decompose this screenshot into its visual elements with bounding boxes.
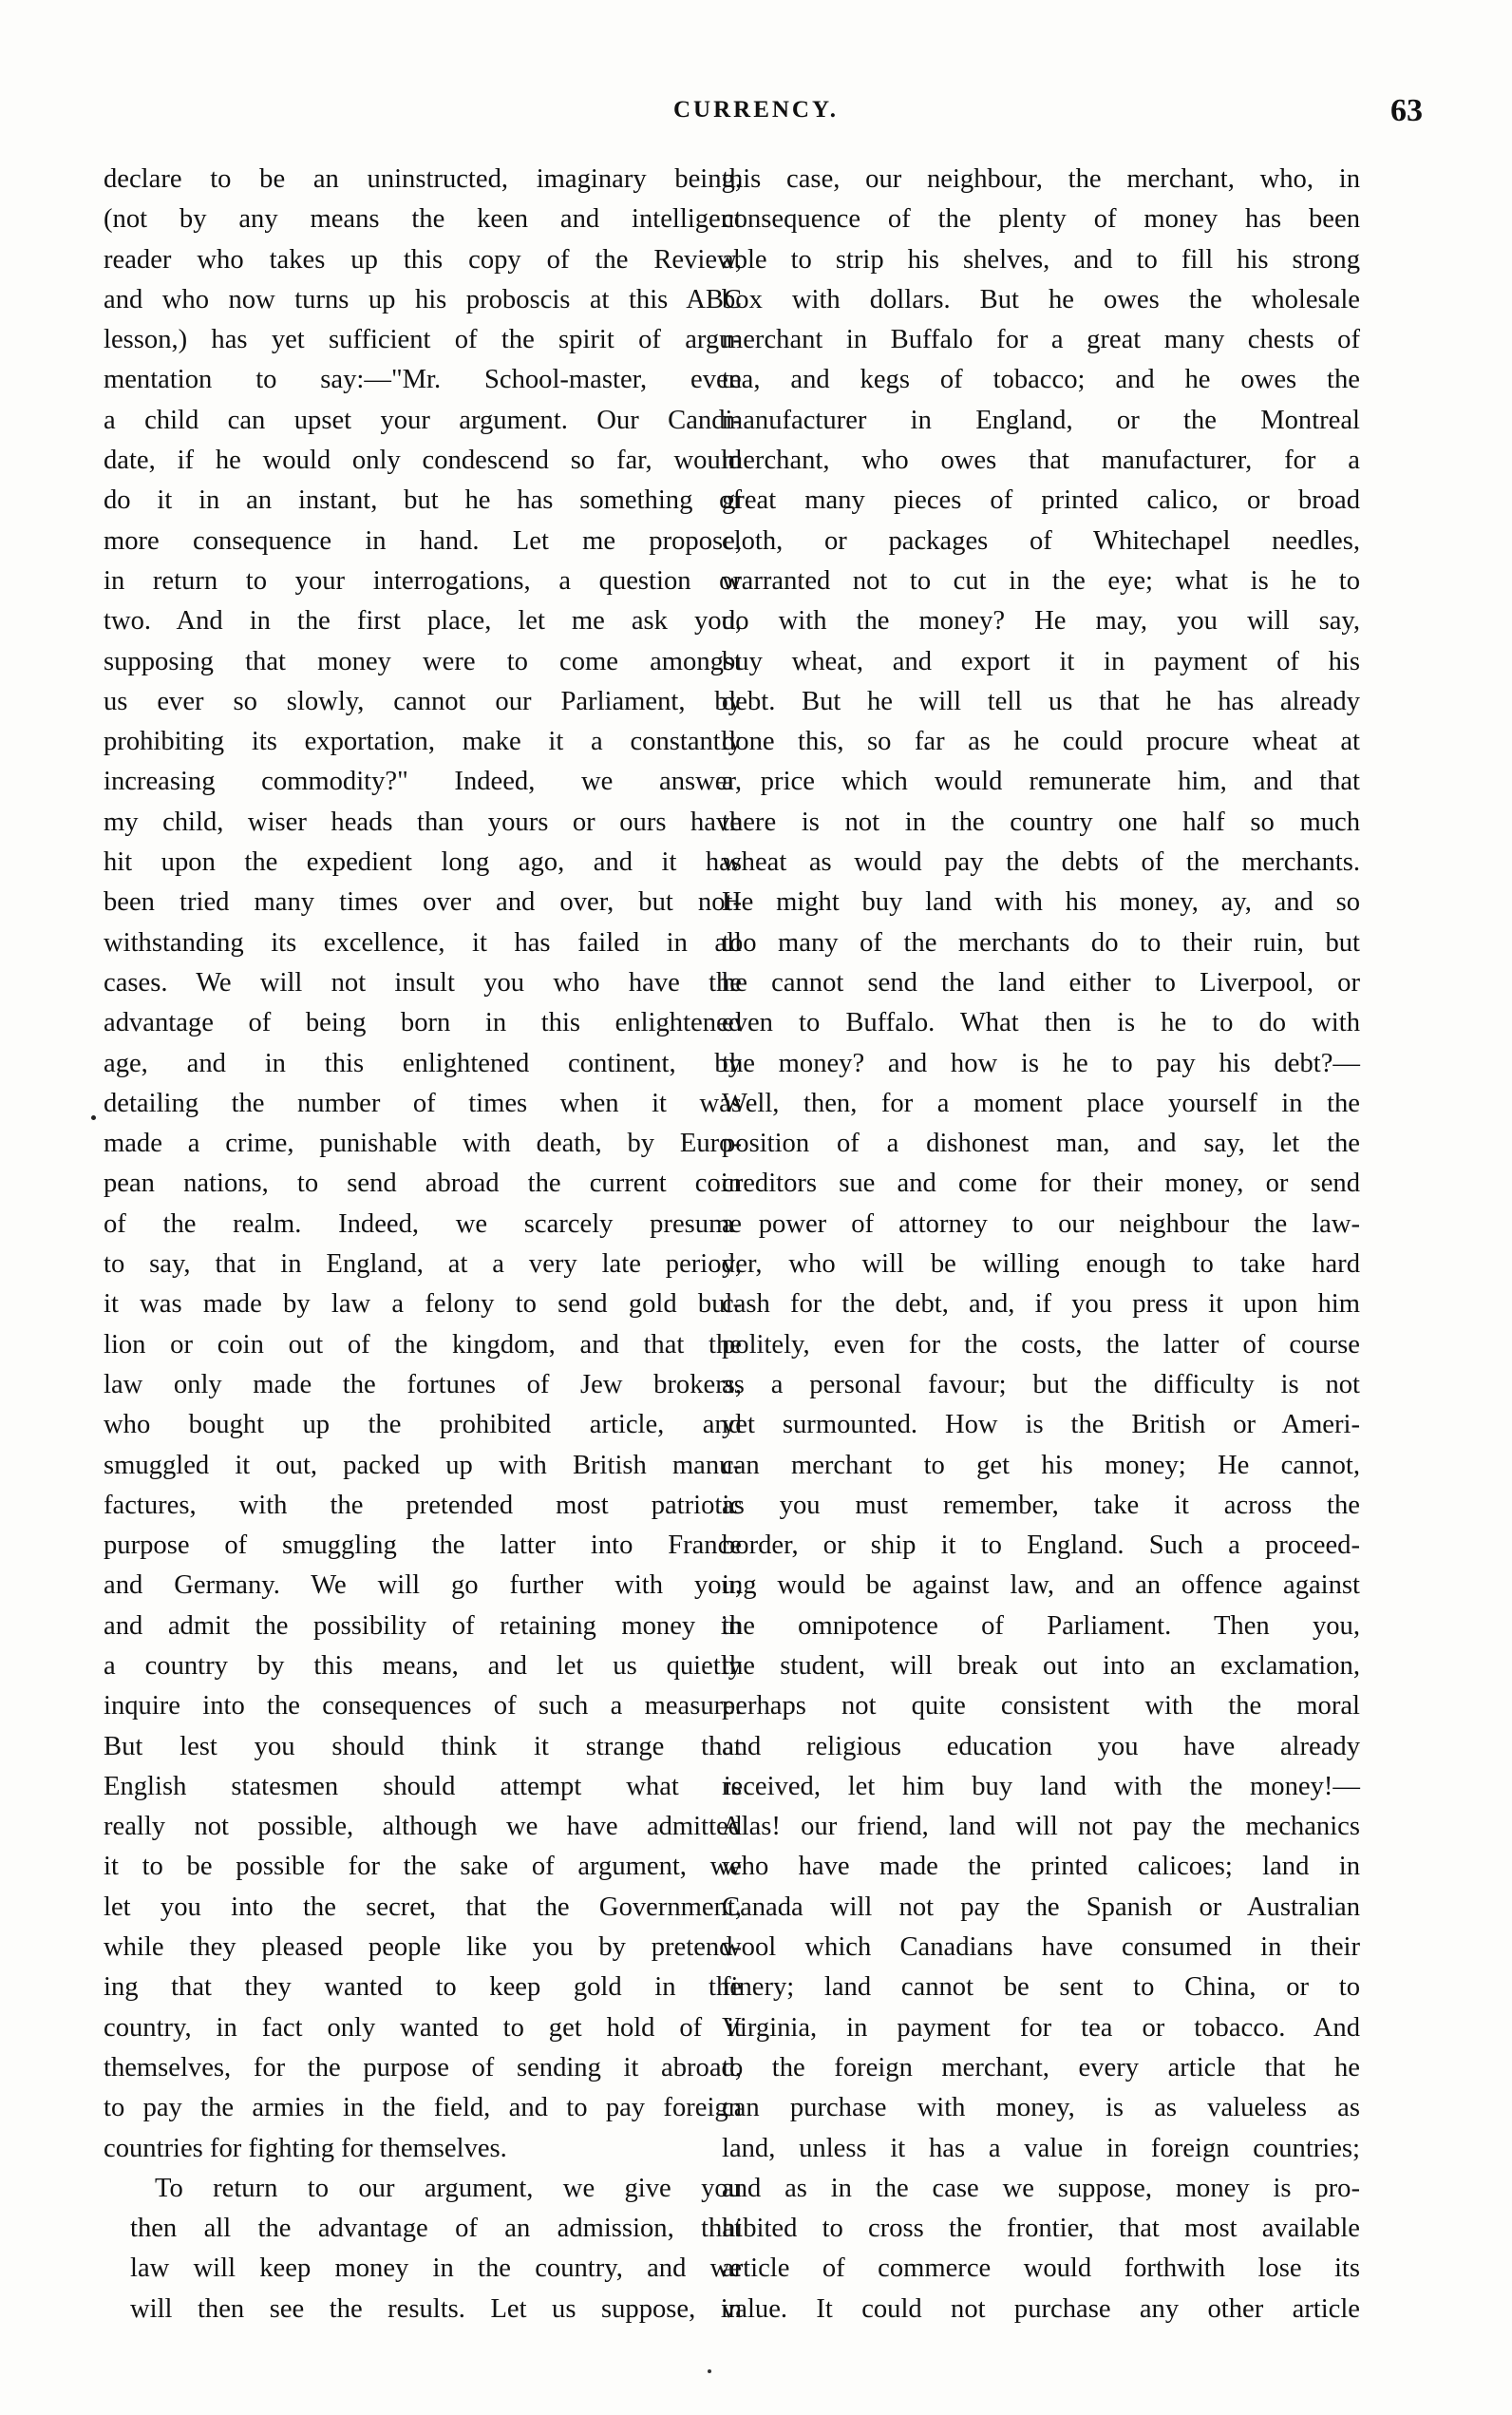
text-line: while they pleased people like you by pretend- xyxy=(104,1932,742,1963)
text-line: warranted not to cut in the eye; what is he to xyxy=(722,565,1360,596)
text-line: made a crime, punishable with death, by Euro- xyxy=(104,1129,742,1159)
text-line: a power of attorney to our neighbour the law- xyxy=(722,1208,1360,1239)
text-line: creditors sue and come for their money, or send xyxy=(722,1169,1360,1199)
text-line: Virginia, in payment for tea or tobacco. And xyxy=(722,2012,1360,2043)
running-title: CURRENCY. xyxy=(672,97,839,123)
text-line: withstanding its excellence, it has failed in all xyxy=(104,927,742,958)
text-line: box with dollars. But he owes the wholesale xyxy=(722,284,1360,314)
text-line: declare to be an uninstructed, imaginary being, xyxy=(104,164,742,194)
text-line: cases. We will not insult you who have the xyxy=(104,967,742,998)
text-line: hit upon the expedient long ago, and it has xyxy=(104,847,742,878)
text-line: too many of the merchants do to their ruin, but xyxy=(722,927,1360,958)
text-line: purpose of smuggling the latter into France xyxy=(104,1531,742,1561)
text-line: themselves, for the purpose of sending it abroad, xyxy=(104,2052,742,2082)
text-line: who bought up the prohibited article, and xyxy=(104,1410,742,1440)
text-line: tea, and kegs of tobacco; and he owes the xyxy=(722,365,1360,395)
text-line: border, or ship it to England. Such a proceed- xyxy=(722,1531,1360,1561)
text-line: law will keep money in the country, and we xyxy=(130,2253,742,2284)
text-line: To return to our argument, we give you xyxy=(155,2173,742,2203)
text-line: more consequence in hand. Let me propose, xyxy=(104,525,742,556)
text-line: can purchase with money, is as valueless as xyxy=(722,2093,1360,2123)
right-column xyxy=(722,160,1360,2329)
text-line: smuggled it out, packed up with British manu- xyxy=(104,1450,742,1480)
text-line: finery; land cannot be sent to China, or to xyxy=(722,1972,1360,2003)
text-line: mentation to say:—"Mr. School-master, even xyxy=(104,365,742,395)
text-line: increasing commodity?" Indeed, we answer, xyxy=(104,767,742,797)
text-line: cash for the debt, and, if you press it upon him xyxy=(722,1289,1360,1320)
text-line: it to be possible for the sake of argument, we xyxy=(104,1852,742,1882)
text-line: debt. But he will tell us that he has already xyxy=(722,686,1360,716)
text-line: he cannot send the land either to Liverpool, or xyxy=(722,967,1360,998)
text-line: as a personal favour; but the difficulty is not xyxy=(722,1369,1360,1399)
text-line: yet surmounted. How is the British or Ameri- xyxy=(722,1410,1360,1440)
text-line: lesson,) has yet sufficient of the spirit of argu- xyxy=(104,325,742,355)
text-line: value. It could not purchase any other article xyxy=(722,2293,1360,2324)
text-line: even to Buffalo. What then is he to do with xyxy=(722,1008,1360,1038)
text-line: wheat as would pay the debts of the merchants. xyxy=(722,847,1360,878)
text-line: and religious education you have already xyxy=(722,1731,1360,1761)
text-line: English statesmen should attempt what is xyxy=(104,1771,742,1801)
text-line: and who now turns up his proboscis at this ABC xyxy=(104,284,742,314)
text-line: there is not in the country one half so much xyxy=(722,807,1360,837)
text-line: two. And in the first place, let me ask you, xyxy=(104,606,742,637)
text-line: ing that they wanted to keep gold in the xyxy=(104,1972,742,2003)
right-paragraph-1 xyxy=(722,160,1360,2329)
text-line: (not by any means the keen and intelligent xyxy=(104,204,742,235)
text-line: to pay the armies in the field, and to pay foreign xyxy=(104,2093,742,2123)
text-line: He might buy land with his money, ay, and so xyxy=(722,887,1360,918)
text-line: buy wheat, and export it in payment of his xyxy=(722,646,1360,676)
text-line: perhaps not quite consistent with the moral xyxy=(722,1691,1360,1721)
text-line: great many pieces of printed calico, or broad xyxy=(722,485,1360,516)
text-line: inquire into the consequences of such a measure. xyxy=(104,1691,742,1721)
left-column xyxy=(104,160,742,2329)
text-line: and admit the possibility of retaining money in xyxy=(104,1610,742,1641)
text-line: the omnipotence of Parliament. Then you, xyxy=(722,1610,1360,1641)
text-line: who have made the printed calicoes; land in xyxy=(722,1852,1360,1882)
text-line: detailing the number of times when it was xyxy=(104,1088,742,1118)
text-line: received, let him buy land with the money!— xyxy=(722,1771,1360,1801)
text-line: can merchant to get his money; He cannot, xyxy=(722,1450,1360,1480)
text-line: do with the money? He may, you will say, xyxy=(722,606,1360,637)
text-line: then all the advantage of an admission, that xyxy=(130,2214,742,2244)
text-line: this case, our neighbour, the merchant, who, in xyxy=(722,164,1360,194)
text-line: us ever so slowly, cannot our Parliament, by xyxy=(104,686,742,716)
text-line: able to strip his shelves, and to fill his strong xyxy=(722,244,1360,275)
text-line: and as in the case we suppose, money is pro- xyxy=(722,2173,1360,2203)
text-line: advantage of being born in this enlightened xyxy=(104,1008,742,1038)
text-line: merchant, who owes that manufacturer, for a xyxy=(722,446,1360,476)
text-line: been tried many times over and over, but not- xyxy=(104,887,742,918)
text-line: of the realm. Indeed, we scarcely presume xyxy=(104,1208,742,1239)
text-line: lion or coin out of the kingdom, and that the xyxy=(104,1329,742,1360)
text-line: position of a dishonest man, and say, let the xyxy=(722,1129,1360,1159)
left-paragraph-2 xyxy=(104,2169,742,2329)
text-line: law only made the fortunes of Jew brokers, xyxy=(104,1369,742,1399)
text-line: wool which Canadians have consumed in their xyxy=(722,1932,1360,1963)
text-line: let you into the secret, that the Government, xyxy=(104,1892,742,1922)
text-line: and Germany. We will go further with you, xyxy=(104,1570,742,1601)
text-line: my child, wiser heads than yours or ours have xyxy=(104,807,742,837)
text-line: land, unless it has a value in foreign countries; xyxy=(722,2133,1360,2163)
text-line: factures, with the pretended most patriotic xyxy=(104,1490,742,1520)
text-line: to say, that in England, at a very late period, xyxy=(104,1249,742,1280)
text-line: yer, who will be willing enough to take hard xyxy=(722,1249,1360,1280)
text-line: supposing that money were to come amongst xyxy=(104,646,742,676)
text-line: will then see the results. Let us suppose, in xyxy=(130,2293,742,2324)
text-line: Alas! our friend, land will not pay the mechanics xyxy=(722,1812,1360,1842)
margin-mark xyxy=(91,1115,96,1120)
running-header xyxy=(38,93,1474,135)
text-line: But lest you should think it strange that xyxy=(104,1731,742,1761)
text-line: it was made by law a felony to send gold bul- xyxy=(104,1289,742,1320)
text-line: date, if he would only condescend so far, would xyxy=(104,446,742,476)
text-line: age, and in this enlightened continent, by xyxy=(104,1048,742,1078)
text-line: consequence of the plenty of money has been xyxy=(722,204,1360,235)
text-line: do it in an instant, but he has something of xyxy=(104,485,742,516)
text-line: pean nations, to send abroad the current coin xyxy=(104,1169,742,1199)
text-line: politely, even for the costs, the latter of course xyxy=(722,1329,1360,1360)
text-line: the money? and how is he to pay his debt?— xyxy=(722,1048,1360,1078)
text-line: to the foreign merchant, every article that he xyxy=(722,2052,1360,2082)
text-line: Well, then, for a moment place yourself in the xyxy=(722,1088,1360,1118)
text-line: a child can upset your argument. Our Candi- xyxy=(104,405,742,435)
text-line: a price which would remunerate him, and that xyxy=(722,767,1360,797)
text-line: the student, will break out into an exclamation, xyxy=(722,1650,1360,1681)
text-line: reader who takes up this copy of the Review, xyxy=(104,244,742,275)
text-line: done this, so far as he could procure wheat at xyxy=(722,727,1360,757)
text-line: really not possible, although we have admitted xyxy=(104,1812,742,1842)
left-paragraph-1 xyxy=(104,160,742,2169)
text-line: article of commerce would forthwith lose its xyxy=(722,2253,1360,2284)
text-line: ing would be against law, and an offence against xyxy=(722,1570,1360,1601)
text-line: cloth, or packages of Whitechapel needles, xyxy=(722,525,1360,556)
page-number: 63 xyxy=(1390,93,1423,128)
text-line: in return to your interrogations, a question or xyxy=(104,565,742,596)
text-line: Canada will not pay the Spanish or Australian xyxy=(722,1892,1360,1922)
text-line: prohibiting its exportation, make it a constantly xyxy=(104,727,742,757)
text-line: country, in fact only wanted to get hold of it xyxy=(104,2012,742,2043)
text-line: hibited to cross the frontier, that most available xyxy=(722,2214,1360,2244)
text-line: a country by this means, and let us quietly xyxy=(104,1650,742,1681)
text-line: merchant in Buffalo for a great many chests of xyxy=(722,325,1360,355)
text-line: countries for fighting for themselves. xyxy=(104,2133,507,2163)
text-line: manufacturer in England, or the Montreal xyxy=(722,405,1360,435)
bottom-ink-mark xyxy=(708,2369,711,2373)
text-line: as you must remember, take it across the xyxy=(722,1490,1360,1520)
